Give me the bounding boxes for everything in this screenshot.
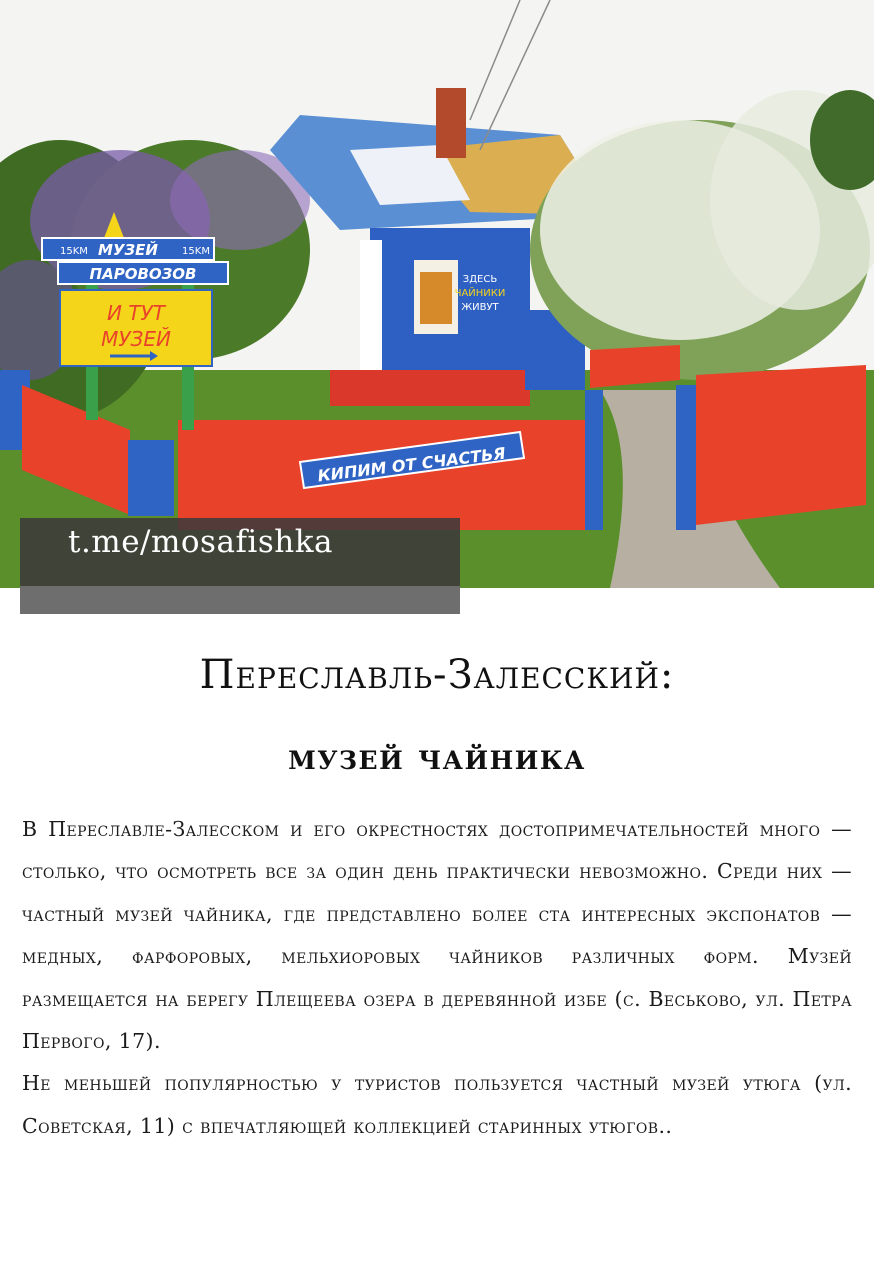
sign-distance-right: 15KM [182, 246, 210, 257]
paragraph: Не меньшей популярностью у туристов пользуется частный музей утюга (ул. Советская, 11) с впечатляющей коллекцией старинных утюгов.. [22, 1071, 852, 1138]
fence-sign-text: КИПИМ ОТ СЧАСТЬЯ [316, 443, 507, 486]
sign-line1: МУЗЕЙ [98, 241, 158, 259]
article-body [22, 808, 852, 1147]
sign-line2: ПАРОВОЗОВ [89, 265, 197, 283]
svg-text:МУЗЕЙ: МУЗЕЙ [101, 327, 171, 351]
article-title: Переславль-Залесский: [199, 652, 675, 698]
svg-text:И ТУТ: И ТУТ [107, 301, 165, 325]
paragraph: В Переславле-Залесском и его окрестностях достопримечательностей много — столько, что осмотреть все за один день практически невозможно. Среди них — частный музей чайника, где представлено более ста интересных экспонатов — медных, фарфоровых, мельхиоровых чайников различных форм. Музей размещается на берегу Плещеева озера в деревянной избе (с. Веськово, ул. Петра Первого, 17). [22, 817, 852, 1054]
article-subtitle: музей чайника [288, 736, 586, 778]
svg-text:ЖИВУТ: ЖИВУТ [461, 302, 499, 313]
svg-text:ЧАЙНИКИ: ЧАЙНИКИ [454, 288, 506, 299]
channel-handle: t.me/mosafishka [68, 524, 333, 560]
sign-distance-left: 15KM [60, 246, 88, 257]
house-sign-text: ЗДЕСЬ [462, 274, 498, 285]
watermark-bar-bottom [20, 586, 460, 614]
museum-photo [0, 0, 874, 588]
